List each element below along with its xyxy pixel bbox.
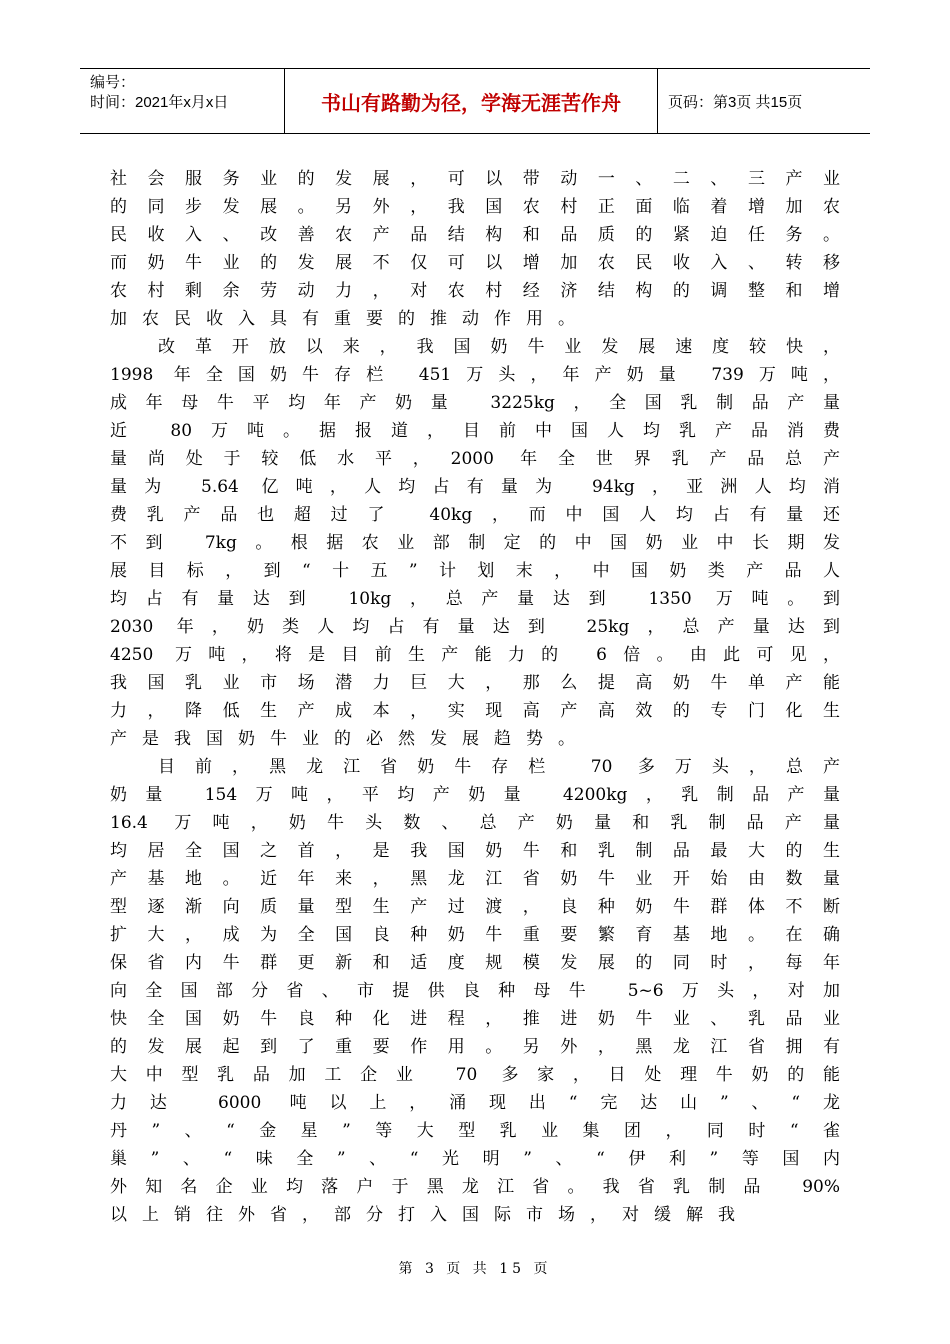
text-line: 力，降低生产成本，实现高产高效的专门化生 <box>110 701 840 721</box>
text-line: 不到 7kg。根据农业部制定的中国奶业中长期发 <box>110 533 840 553</box>
text-line: 型逐渐向质量型生产过渡，良种奶牛群体不断 <box>110 897 840 917</box>
paragraph <box>110 165 840 333</box>
text-line: 大中型乳品加工企业 70 多家，日处理牛奶的能 <box>110 1065 840 1085</box>
text-line: 奶量 154万吨，平均产奶量 4200kg，乳制品产量 <box>110 785 840 805</box>
text-line: 向全国部分省、市提供良种母牛 5~6万头，对加 <box>110 981 840 1001</box>
header-motto <box>285 69 658 133</box>
motto-text: 书山有路勤为径，学海无涯苦作舟 <box>321 90 621 115</box>
text-line: 近 80万吨。据报道，目前中国人均乳产品消费 <box>110 421 840 441</box>
page-footer <box>0 1258 950 1278</box>
text-line: 产是我国奶牛业的必然发展趋势。 <box>110 729 590 749</box>
text-line: 快全国奶牛良种化进程，推进奶牛业、乳品业 <box>110 1009 840 1029</box>
text-line: 农村剩余劳动力，对农村经济结构的调整和增 <box>110 281 840 301</box>
paragraph <box>110 333 840 753</box>
text-line: 1998 年全国奶牛存栏 451万头，年产奶量 739万吨， <box>110 365 840 385</box>
text-line: 巢”、“味全”、“光明”、“伊利”等国内 <box>110 1149 840 1169</box>
text-line: 量为 5.64 亿吨，人均占有量为 94kg，亚洲人均消 <box>110 477 840 497</box>
text-line: 的发展起到了重要作用。另外，黑龙江省拥有 <box>110 1037 840 1057</box>
text-line: 社会服务业的发展，可以带动一、二、三产业 <box>110 169 840 189</box>
text-line: 保省内牛群更新和适度规模发展的同时，每年 <box>110 953 840 973</box>
text-line: 4250 万吨，将是目前生产能力的 6倍。由此可见， <box>110 645 840 665</box>
document-number-label: 编号： <box>90 74 136 91</box>
text-line: 以上销往外省，部分打入国际市场，对缓解我 <box>110 1205 750 1225</box>
page-header <box>80 68 870 134</box>
text-line: 均居全国之首，是我国奶牛和乳制品最大的生 <box>110 841 840 861</box>
text-line: 均占有量达到 10kg，总产量达到 1350 万吨。到 <box>110 589 840 609</box>
header-page-number <box>658 69 870 133</box>
text-line: 加农民收入具有重要的推动作用。 <box>110 309 590 329</box>
text-line: 16.4 万吨，奶牛头数、总产奶量和乳制品产量 <box>110 813 840 833</box>
text-line: 而奶牛业的发展不仅可以增加农民收入、转移 <box>110 253 840 273</box>
text-line: 改革开放以来，我国奶牛业发展速度较快， <box>158 337 840 357</box>
text-line: 我国乳业市场潜力巨大，那么提高奶牛单产能 <box>110 673 840 693</box>
text-line: 展目标，到“十五”计划末，中国奶类产品人 <box>110 561 840 581</box>
text-line: 外知名企业均落户于黑龙江省。我省乳制品 90% <box>110 1177 840 1197</box>
document-date-label: 时间：2021年x月x日 <box>90 94 229 111</box>
text-line: 量尚处于较低水平，2000 年全世界乳产品总产 <box>110 449 840 469</box>
text-line: 产基地。近年来，黑龙江省奶牛业开始由数量 <box>110 869 840 889</box>
footer-page-text: 第 3 页 共 15 页 <box>398 1261 552 1277</box>
text-line: 力达 6000 吨以上，涌现出“完达山”、“龙 <box>110 1093 840 1113</box>
page-number-label: 页码：第3页 共15页 <box>668 93 803 111</box>
text-line: 2030 年，奶类人均占有量达到 25kg，总产量达到 <box>110 617 840 637</box>
document-body <box>110 165 840 1229</box>
text-line: 民收入、改善农产品结构和品质的紧迫任务。 <box>110 225 840 245</box>
text-line: 丹”、“金星”等大型乳业集团，同时“雀 <box>110 1121 840 1141</box>
text-line: 扩大，成为全国良种奶牛重要繁育基地。在确 <box>110 925 840 945</box>
text-line: 的同步发展。另外，我国农村正面临着增加农 <box>110 197 840 217</box>
text-line: 目前，黑龙江省奶牛存栏 70 多万头，总产 <box>158 757 840 777</box>
header-meta <box>80 69 285 133</box>
text-line: 费乳产品也超过了 40kg，而中国人均占有量还 <box>110 505 840 525</box>
paragraph <box>110 753 840 1229</box>
text-line: 成年母牛平均年产奶量 3225kg，全国乳制品产量 <box>110 393 840 413</box>
